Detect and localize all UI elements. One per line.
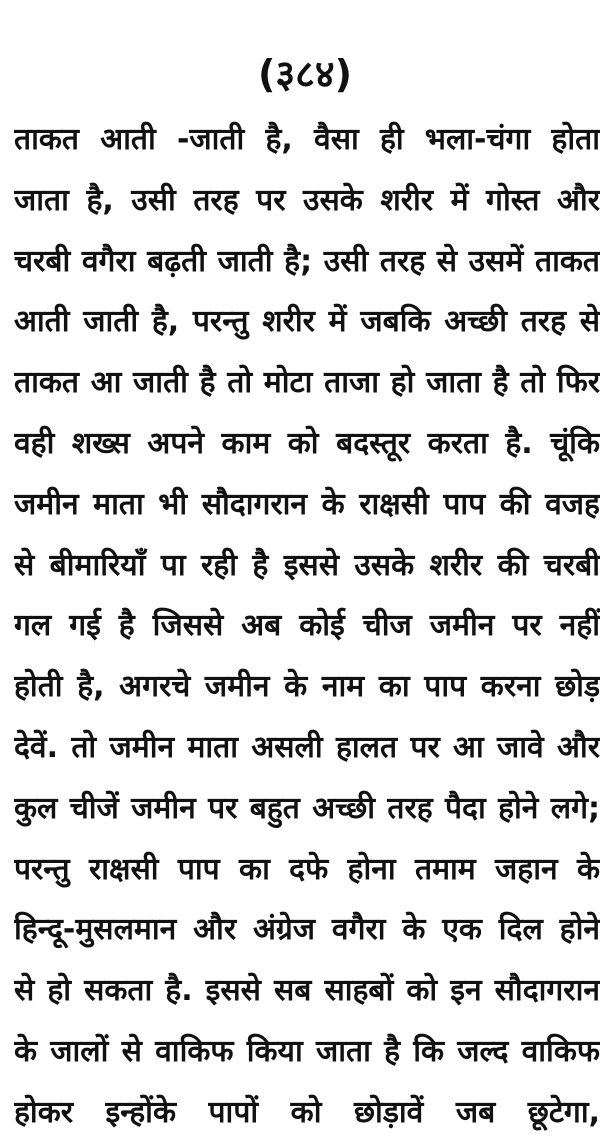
text-line-17: होकर इन्होंके पापों को छोड़ावें जब छूटेगा, [14,1094,600,1130]
text-line-9: गल गई है जिससे अब कोई चीज जमीन पर नहीं [14,608,600,644]
body-text [14,110,600,1144]
text-line-2: जाता है, उसी तरह पर उसके शरीर में गोस्त और [14,182,600,218]
text-line-1: ताकत आती -जाती है, वैसा ही भला-चंगा होता [14,122,600,157]
text-line-7: जमीन माता भी सौदागरान के राक्षसी पाप की वजह [14,486,600,522]
text-line-5: ताकत आ जाती है तो मोटा ताजा हो जाता है तो फिर [14,365,600,401]
text-line-13: परन्तु राक्षसी पाप का दफे होना तमाम जहान के [14,851,600,887]
text-line-4: आती जाती है, परन्तु शरीर में जबकि अच्छी तरह से [14,304,600,340]
text-line-16: के जालों से वाकिफ किया जाता है कि जल्द वाकिफ [14,1033,600,1069]
text-line-14: हिन्दू-मुसलमान और अंग्रेज वगैरा के एक दिल होने [14,912,600,948]
text-line-11: देवें. तो जमीन माता असली हालत पर आ जावे और [14,729,600,765]
text-line-10: होती है, अगरचे जमीन के नाम का पाप करना छोड़ [14,669,600,705]
page-number: (३८४) [257,52,352,96]
text-line-6: वही शख्स अपने काम को बदस्तूर करता है. चूंकि [14,425,600,461]
text-line-8: से बीमारियाँ पा रही है इससे उसके शरीर की चरबी [14,547,600,583]
text-line-15: से हो सकता है. इससे सब साहबों को इन सौदागरान [14,973,600,1009]
text-line-3: चरबी वगैरा बढ़ती जाती है; उसी तरह से उसमें ताकत [14,243,600,279]
text-line-12: कुल चीजें जमीन पर बहुत अच्छी तरह पैदा होने लगे; [14,790,600,826]
